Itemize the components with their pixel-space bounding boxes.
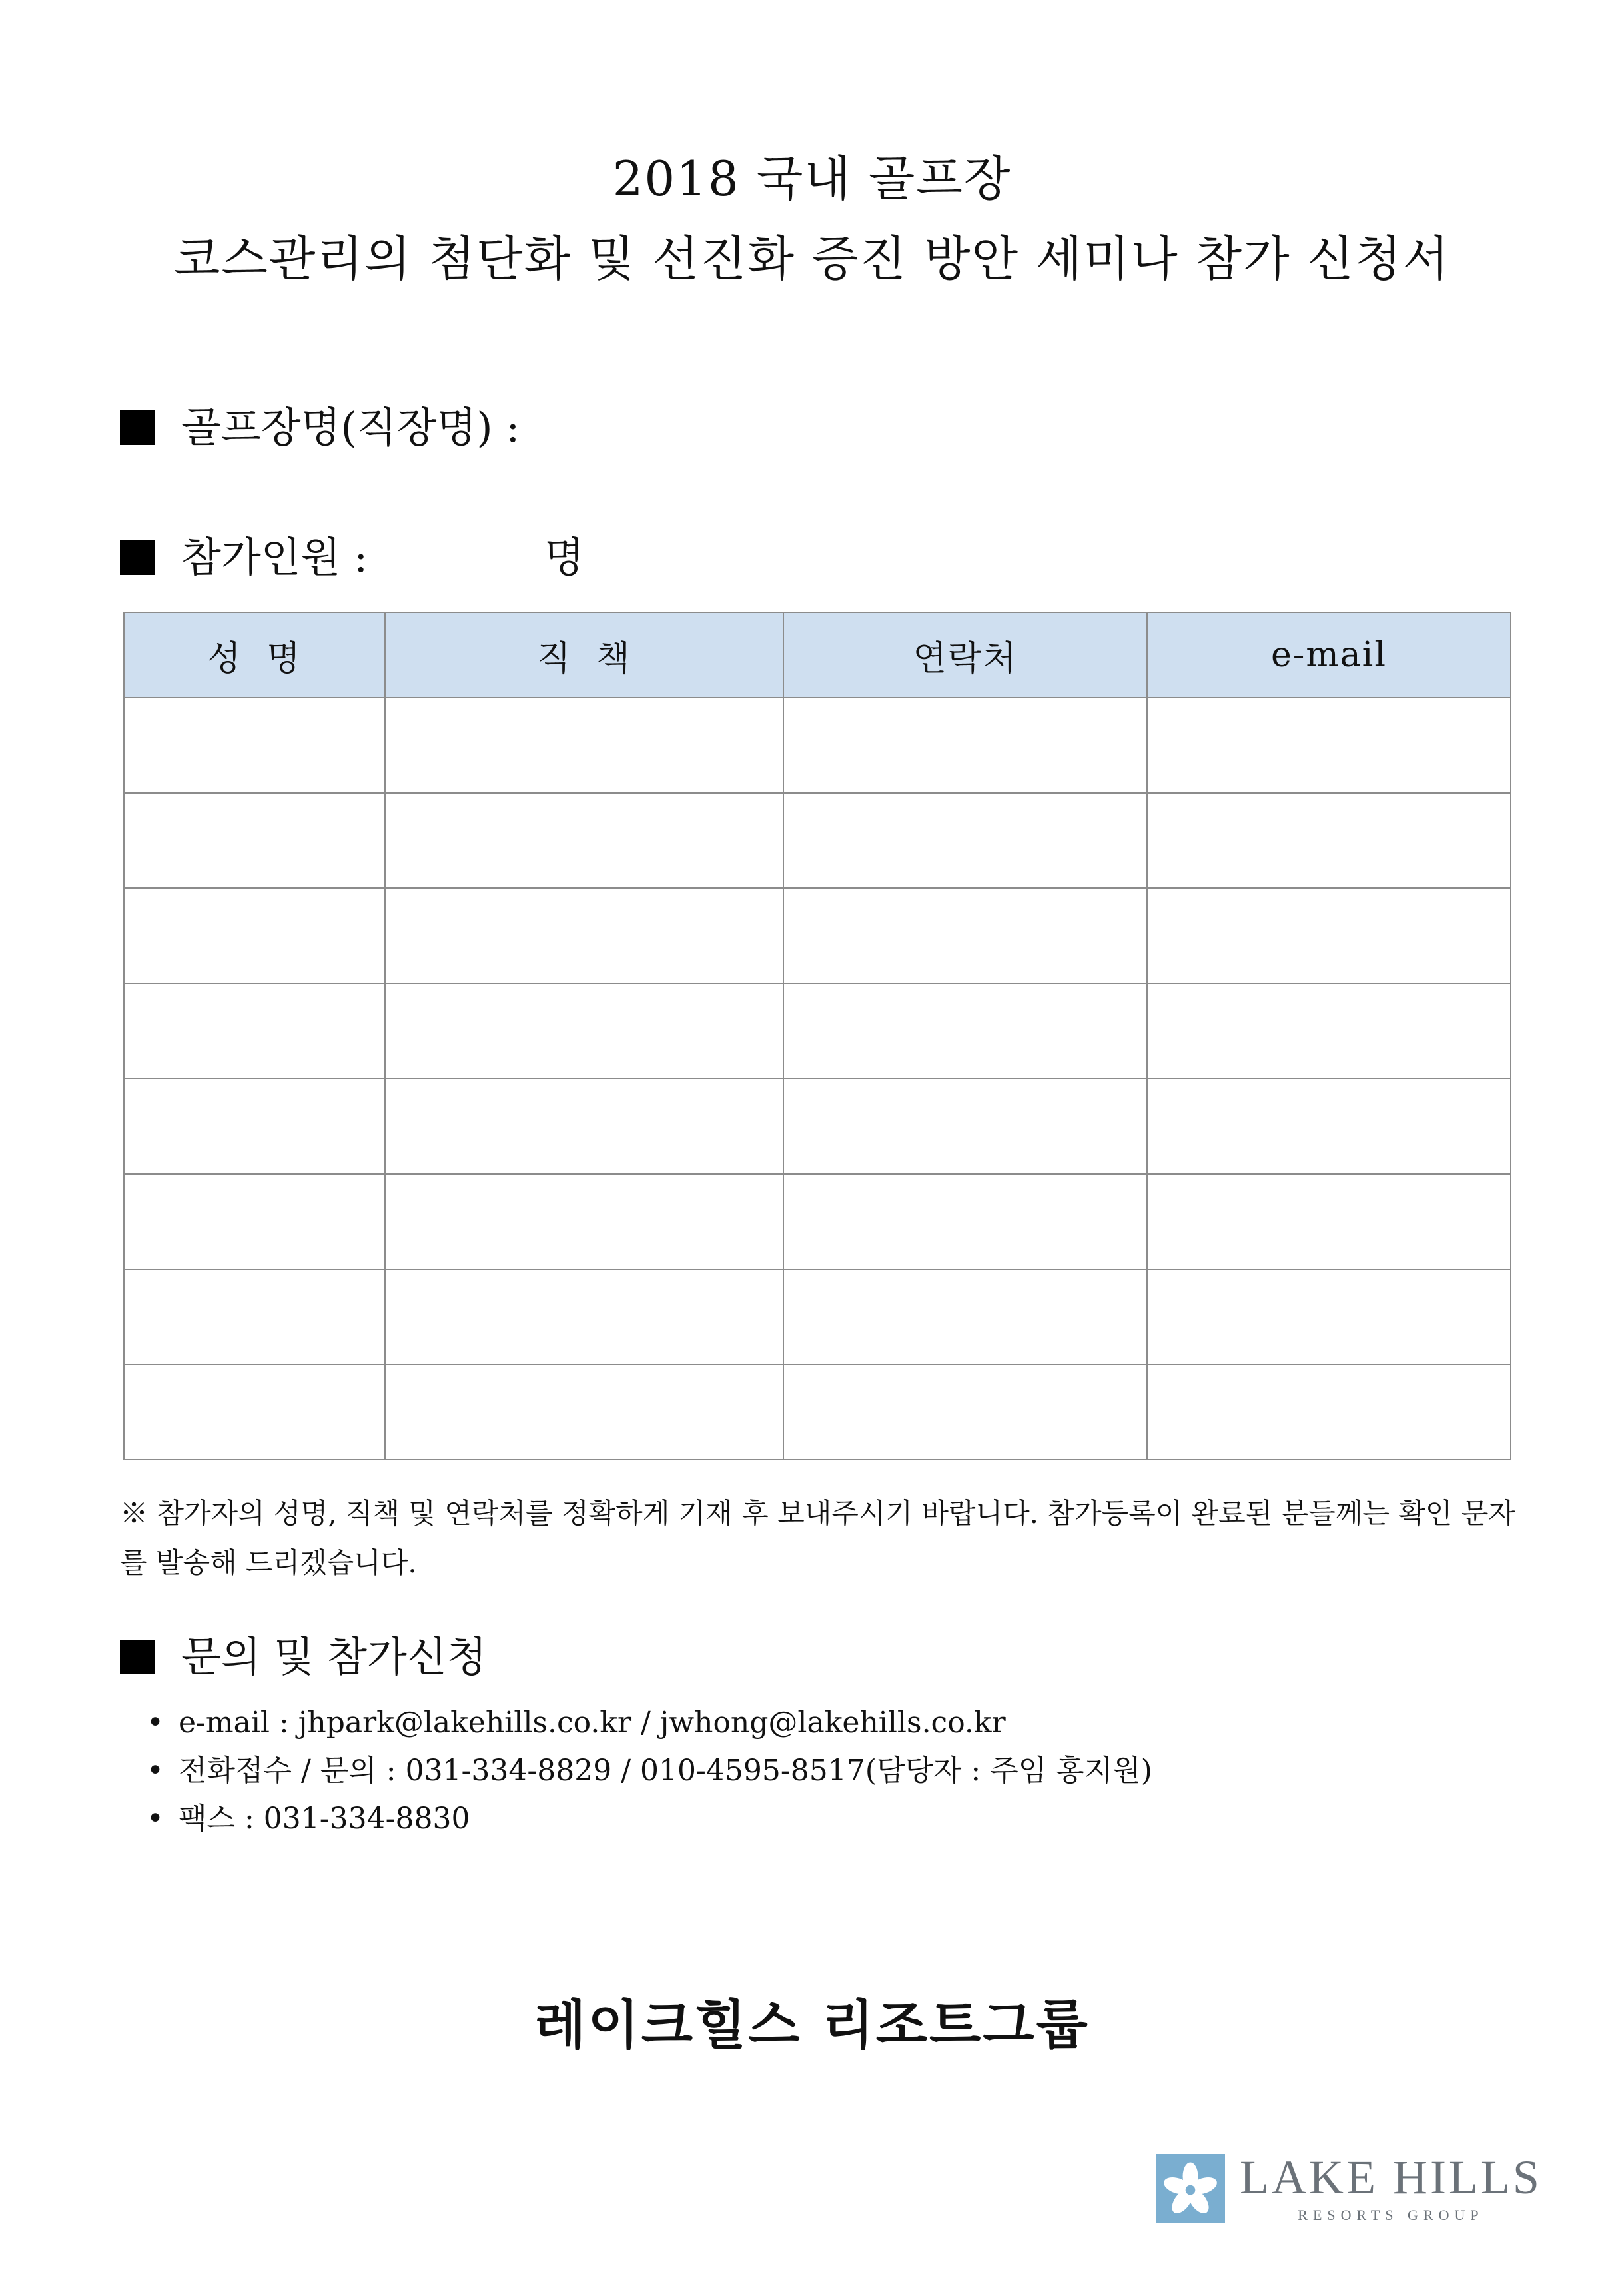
cell-name[interactable] xyxy=(124,698,385,793)
logo-name: LAKE HILLS xyxy=(1240,2151,1542,2204)
cell-position[interactable] xyxy=(385,888,783,983)
registration-note: ※ 참가자의 성명, 직책 및 연락처를 정확하게 기재 후 보내주시기 바랍니다. 참가등록이 완료된 분들께는 확인 문자를 발송해 드리겠습니다. xyxy=(120,1497,1515,1579)
cell-email[interactable] xyxy=(1147,1269,1511,1365)
cell-name[interactable] xyxy=(124,1174,385,1269)
participant-table xyxy=(123,612,1511,1460)
cell-email[interactable] xyxy=(1147,983,1511,1079)
table-row xyxy=(124,1365,1511,1460)
cell-phone[interactable] xyxy=(783,1365,1147,1460)
cell-phone[interactable] xyxy=(783,1079,1147,1174)
square-bullet-icon xyxy=(120,540,155,575)
header-email: e-mail xyxy=(1147,612,1511,698)
company-name: 레이크힐스 리조트그룹 xyxy=(534,1994,1090,2056)
cell-phone[interactable] xyxy=(783,1269,1147,1365)
cell-name[interactable] xyxy=(124,1269,385,1365)
participants-unit: 명 xyxy=(544,533,585,582)
lake-hills-logo xyxy=(1156,2153,1542,2224)
cell-email[interactable] xyxy=(1147,793,1511,888)
document-title-line-1: 2018 국내 골프장 xyxy=(612,151,1012,207)
cell-name[interactable] xyxy=(124,1365,385,1460)
golf-course-field xyxy=(120,403,520,452)
cell-phone[interactable] xyxy=(783,1174,1147,1269)
contact-phone: • 전화접수 / 문의 : 031-334-8829 / 010-4595-8517(담당자 : 주임 홍지원) xyxy=(147,1747,1152,1795)
document-title-line-2: 코스관리의 첨단화 및 선진화 증진 방안 세미나 참가 신청서 xyxy=(173,231,1451,287)
cell-email[interactable] xyxy=(1147,1079,1511,1174)
golf-course-label: 골프장명(직장명) : xyxy=(181,403,520,452)
header-phone: 연락처 xyxy=(783,612,1147,698)
cell-position[interactable] xyxy=(385,1269,783,1365)
table-row xyxy=(124,983,1511,1079)
contact-email[interactable]: • e-mail : jhpark@lakehills.co.kr / jwhong@lakehills.co.kr xyxy=(147,1699,1152,1747)
cell-phone[interactable] xyxy=(783,888,1147,983)
cell-name[interactable] xyxy=(124,793,385,888)
table-row xyxy=(124,1174,1511,1269)
cell-position[interactable] xyxy=(385,983,783,1079)
contact-heading: 문의 및 참가신청 xyxy=(181,1632,487,1681)
contact-fax: • 팩스 : 031-334-8830 xyxy=(147,1795,1152,1843)
cell-name[interactable] xyxy=(124,888,385,983)
flower-logo-icon xyxy=(1156,2154,1225,2223)
cell-email[interactable] xyxy=(1147,888,1511,983)
cell-position[interactable] xyxy=(385,1365,783,1460)
cell-phone[interactable] xyxy=(783,698,1147,793)
participants-label: 참가인원 : xyxy=(181,533,368,582)
table-header-row xyxy=(124,612,1511,698)
header-position: 직 책 xyxy=(385,612,783,698)
table-row xyxy=(124,793,1511,888)
cell-name[interactable] xyxy=(124,1079,385,1174)
participants-field xyxy=(120,533,584,582)
logo-subtitle: RESORTS GROUP xyxy=(1298,2207,1484,2223)
table-row xyxy=(124,888,1511,983)
table-row xyxy=(124,1079,1511,1174)
header-name: 성 명 xyxy=(124,612,385,698)
square-bullet-icon xyxy=(120,1640,155,1674)
contact-list xyxy=(147,1699,1152,1843)
cell-position[interactable] xyxy=(385,793,783,888)
cell-name[interactable] xyxy=(124,983,385,1079)
square-bullet-icon xyxy=(120,410,155,445)
cell-email[interactable] xyxy=(1147,1174,1511,1269)
cell-position[interactable] xyxy=(385,1079,783,1174)
table-row xyxy=(124,698,1511,793)
contact-section-heading xyxy=(120,1632,487,1682)
cell-email[interactable] xyxy=(1147,698,1511,793)
cell-position[interactable] xyxy=(385,698,783,793)
cell-phone[interactable] xyxy=(783,793,1147,888)
table-row xyxy=(124,1269,1511,1365)
cell-position[interactable] xyxy=(385,1174,783,1269)
cell-email[interactable] xyxy=(1147,1365,1511,1460)
cell-phone[interactable] xyxy=(783,983,1147,1079)
